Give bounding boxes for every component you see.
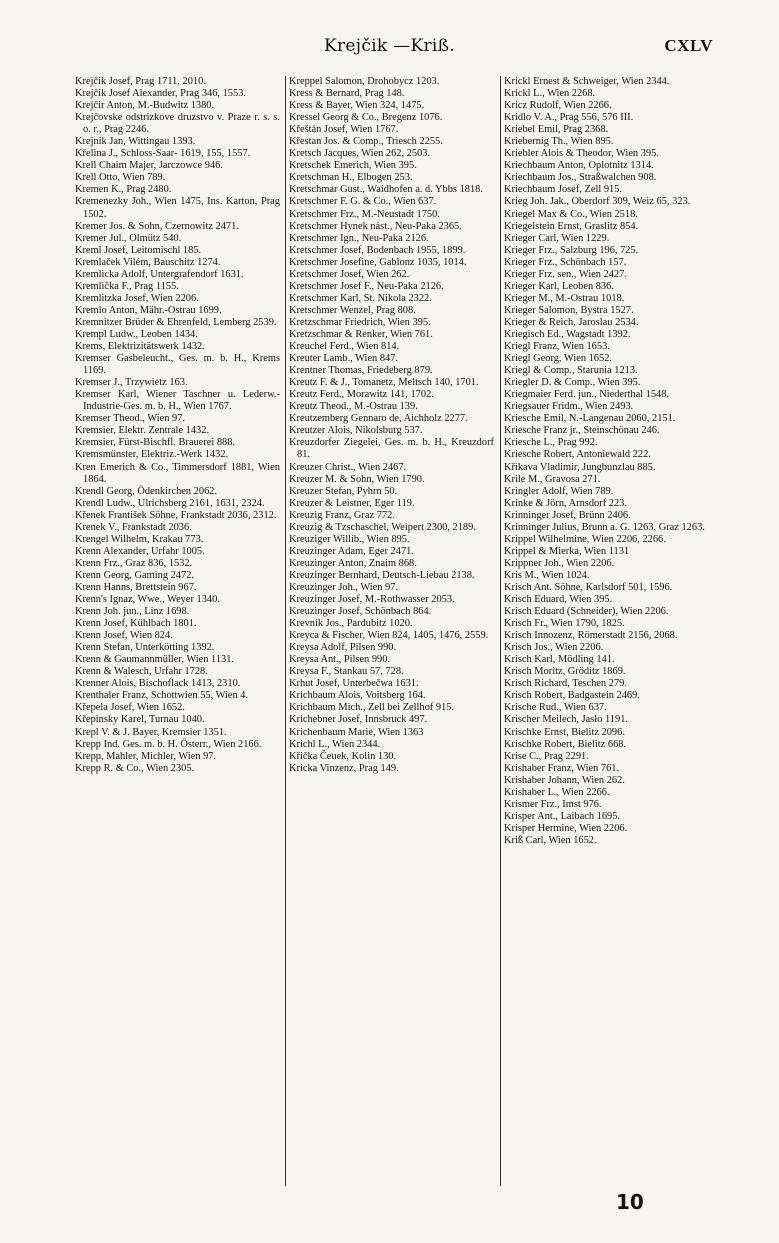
directory-entry: Krische Rud., Wien 637. <box>504 702 607 714</box>
directory-entry: Krentner Thomas, Friedeberg 879. <box>289 365 433 377</box>
directory-entry: Krenn & Gaumannmüller, Wien 1131. <box>75 654 235 666</box>
directory-entry: Krell Chaim Majer, Jarczowce 946. <box>75 160 223 172</box>
directory-entry: Kretzschmar & Renker, Wien 761. <box>289 328 433 340</box>
directory-entry: Kreuchel Ferd., Wien 814. <box>289 341 400 353</box>
directory-entry: Krieger Carl, Wien 1229. <box>504 232 610 244</box>
directory-entry: Kreutz F. & J., Tomanetz, Meltsch 140, 1701. <box>289 377 479 389</box>
directory-entry: Křenek František Söhne, Frankstadt 2036, 2312. <box>75 509 277 521</box>
directory-entry: Kricka Vinzenz, Prag 149. <box>289 762 399 774</box>
directory-entry: Kretschmer Josef, Wien 262. <box>289 268 410 280</box>
directory-entry: Kriechbaum Josef, Zell 915. <box>504 184 623 196</box>
directory-entry: Kriebernig Th., Wien 895. <box>504 136 614 148</box>
directory-entry: Kress & Bayer, Wien 324, 1475. <box>289 100 425 112</box>
directory-entry: Krevnik Jos., Pardubitz 1020. <box>289 618 413 630</box>
directory-entry: Kreuzinger Josef, M.-Rothwasser 2053. <box>289 594 455 606</box>
directory-entry: Krichebner Josef, Innsbruck 497. <box>289 714 428 726</box>
directory-entry: Kriechbaum Anton, Oplotnitz 1314. <box>504 160 654 172</box>
directory-entry: Krismer Frz., Imst 976. <box>504 798 602 810</box>
directory-entry: Krieg Joh. Jak., Oberdorf 309, Weiz 65, 323. <box>504 196 691 208</box>
directory-entry: Krems, Elektrizitätswerk 1432. <box>75 341 205 353</box>
directory-entry: Kretzschmar Friedrich, Wien 395. <box>289 316 431 328</box>
directory-entry: Kremsmünster, Elektriz.-Werk 1432. <box>75 449 229 461</box>
directory-entry: Kress & Bernard, Prag 148. <box>289 88 405 100</box>
directory-entry: Křeštán Josef, Wien 1767. <box>289 124 399 136</box>
directory-entry: Krisch Moritz, Gröditz 1869. <box>504 666 626 678</box>
directory-entry: Krisper Ant., Laibach 1695. <box>504 810 621 822</box>
directory-entry: Krichbaum Mich., Zell bei Zellhof 915. <box>289 702 455 714</box>
directory-entry: Krenn Josef, Kühlbach 1801. <box>75 618 197 630</box>
directory-entry: Kremsier, Elektr. Zentrale 1432. <box>75 425 210 437</box>
directory-entry: Krisch Richard, Teschen 279. <box>504 678 627 690</box>
directory-entry: Krippel & Mierka, Wien 1131 <box>504 545 630 557</box>
directory-entry: Krepp R. & Co., Wien 2305. <box>75 762 195 774</box>
directory-entry: Kremlo Anton, Mähr.-Ostrau 1699. <box>75 304 222 316</box>
page-header <box>0 34 779 58</box>
directory-entry: Křestan Jos. & Comp., Triesch 2255. <box>289 136 443 148</box>
directory-entry: Kretschek Emerich, Wien 395. <box>289 160 417 172</box>
directory-entry: Krenn Stefan, Unterkötting 1392. <box>75 642 215 654</box>
directory-entry: Krenn Frz., Graz 836, 1532. <box>75 557 193 569</box>
directory-entry: Kreuzinger Josef, Schönbach 864. <box>289 606 432 618</box>
directory-entry: Kretschmer Josefine, Gablonz 1035, 1014. <box>289 256 467 268</box>
directory-entry: Krinninger Josef, Brünn 2406. <box>504 509 631 521</box>
directory-entry: Krepp Ind. Ges. m. b. H. Österr., Wien 2166. <box>75 738 262 750</box>
directory-entry: Krejčik Josef, Prag 1711, 2010. <box>75 76 206 87</box>
directory-entry: Kreuzig Franz, Graz 772. <box>289 509 395 521</box>
directory-entry: Kriegler D. & Comp., Wien 395. <box>504 377 641 389</box>
directory-entry: Krischer Meilech, Jasło 1191. <box>504 714 628 726</box>
directory-entry: Krishaber Franz, Wien 761. <box>504 762 620 774</box>
directory-entry: Krieger Salomon, Bystra 1527. <box>504 304 634 316</box>
directory-entry: Kremenezky Joh., Wien 1475, Ins. Karton, Prag 1502. <box>75 196 280 220</box>
directory-entry: Kremlaček Vilém, Bauschitz 1274. <box>75 256 221 268</box>
directory-entry: Kreysa F., Stankau 57, 728. <box>289 666 404 678</box>
directory-entry: Kreutzer Alois, Nikolsburg 537. <box>289 425 423 437</box>
directory-entry: Kris M., Wien 1024. <box>504 569 590 581</box>
directory-entry: Kriesche L., Prag 992. <box>504 437 598 449</box>
directory-entry: Kriebel Emil, Prag 2368. <box>504 124 609 136</box>
directory-entry: Krenn's Ignaz, Wwe., Weyer 1340. <box>75 594 220 606</box>
directory-entry: Krejčir Anton, M.-Budwitz 1380. <box>75 100 215 112</box>
directory-entry: Kringler Adolf, Wien 789. <box>504 485 614 497</box>
directory-entry: Kremsier, Fürst-Bischfl. Brauerei 888. <box>75 437 236 449</box>
directory-entry: Kreuziger Willib., Wien 895. <box>289 533 410 545</box>
directory-entry: Kriechbaum Jos., Straßwalchen 908. <box>504 172 657 184</box>
directory-entry: Kreuzinger Anton, Znaim 868. <box>289 557 417 569</box>
directory-entry: Krenn Georg, Gaming 2472. <box>75 569 194 581</box>
directory-entry: Kreutz Ferd., Morawitz 141, 1702. <box>289 389 434 401</box>
directory-entry: Krejčik Josef Alexander, Prag 346, 1553. <box>75 88 246 100</box>
directory-entry: Krisch Karl, Mödling 141. <box>504 654 615 666</box>
directory-entry: Krisper Hermine, Wien 2206. <box>504 822 628 834</box>
directory-entry: Krisch Jos., Wien 2206. <box>504 642 604 654</box>
directory-entry: Kretschmer F. G. & Co., Wien 637. <box>289 196 437 208</box>
directory-entry: Kremlička F., Prag 1155. <box>75 280 179 292</box>
directory-entry: Kremser Gasbeleucht., Ges. m. b. H., Krems 1169. <box>75 353 280 377</box>
directory-entry: Kremser Theod., Wien 97. <box>75 413 186 425</box>
directory-entry: Krendl Georg, Ödenkirchen 2062. <box>75 485 218 497</box>
directory-entry: Krippner Joh., Wien 2206. <box>504 557 615 569</box>
directory-entry: Krichl L., Wien 2344. <box>289 738 381 750</box>
directory-entry: Kremer Jos. & Sohn, Czernowitz 2471. <box>75 220 239 232</box>
directory-entry: Kriegl Franz, Wien 1653. <box>504 341 610 353</box>
directory-entry: Kremnitzer Brüder & Ehrenfeld, Lemberg 2539. <box>75 316 277 328</box>
directory-entry: Krejnik Jan, Wittingau 1393. <box>75 136 196 148</box>
page-number: CXLV <box>664 36 713 55</box>
directory-entry: Kretsch Jacques, Wien 262, 2503. <box>289 148 431 160</box>
directory-entry: Krepl V. & J. Bayer, Kremsier 1351. <box>75 726 227 738</box>
directory-entry: Krichbaum Alois, Voitsberg 164. <box>289 690 426 702</box>
directory-entry: Křička Čeuek, Kolin 130. <box>289 750 397 762</box>
directory-entry: Krieger Frz. sen., Wien 2427. <box>504 268 627 280</box>
directory-entry: Kriesche Emil, N.-Langenau 2060, 2151. <box>504 413 676 425</box>
directory-entry: Kretschmer Wenzel, Prag 808. <box>289 304 416 316</box>
directory-entry: Krenthaler Franz, Schottwien 55, Wien 4. <box>75 690 249 702</box>
directory-entry: Krieger Karl, Leoben 836. <box>504 280 614 292</box>
directory-entry: Krischke Robert, Bielitz 668. <box>504 738 627 750</box>
directory-entry: Kriegelstein Ernst, Graslitz 854. <box>504 220 639 232</box>
directory-entry: Krise C., Prag 2291. <box>504 750 589 762</box>
directory-entry: Kremlicka Adolf, Untergrafendorf 1631. <box>75 268 244 280</box>
directory-entry: Krenn & Walesch, Urfahr 1728. <box>75 666 208 678</box>
directory-entry: Krenn Joh. jun., Linz 1698. <box>75 606 190 618</box>
directory-entry: Kreutz Theod., M.-Ostrau 139. <box>289 401 418 413</box>
directory-entry: Kriß Carl, Wien 1652. <box>504 834 597 846</box>
directory-entry: Kreuzinger Bernhard, Deutsch-Liebau 2138. <box>289 569 475 581</box>
directory-entry: Krinninger Julius, Brunn a. G. 1263, Graz 1263. <box>504 521 705 533</box>
directory-entry: Kretschmer Ign., Neu-Paka 2126. <box>289 232 429 244</box>
page-title: Krejčik —Kriß. <box>323 36 456 56</box>
directory-entry: Kriegel Max & Co., Wien 2518. <box>504 208 638 220</box>
directory-entry: Krickl Ernest & Schweiger, Wien 2344. <box>504 76 670 87</box>
directory-entry: Krieger & Reich, Jaroslau 2534. <box>504 316 639 328</box>
directory-entry: Kreuzig & Tzschaschel, Weipert 2300, 2189. <box>289 521 476 533</box>
directory-entry: Křepela Josef, Wien 1652. <box>75 702 185 714</box>
directory-entry: Kreml Josef, Leitomischl 185. <box>75 244 202 256</box>
directory-entry: Kretschmer Frz., M.-Neustadt 1750. <box>289 208 440 220</box>
directory-entry: Krickl L., Wien 2268. <box>504 88 596 100</box>
directory-entry: Krisch Ant. Söhne, Karlsdorf 501, 1596. <box>504 581 673 593</box>
directory-entry: Kreuzdorfer Ziegelei, Ges. m. b. H., Kreuzdorf 81. <box>289 437 494 461</box>
directory-entry: Kreuzinger Joh., Wien 97. <box>289 581 399 593</box>
directory-entry: Kreuzer Christ., Wien 2467. <box>289 461 407 473</box>
directory-columns <box>72 76 712 1186</box>
directory-entry: Krischke Ernst, Bielitz 2096. <box>504 726 625 738</box>
directory-entry: Kretschmer Josef, Bodenbach 1955, 1899. <box>289 244 466 256</box>
directory-entry: Kremser J., Trzywietz 163. <box>75 377 188 389</box>
directory-entry: Krenek V., Frankstadt 2036. <box>75 521 192 533</box>
directory-entry: Krinke & Jörn, Arnsdorf 223. <box>504 497 627 509</box>
directory-entry: Kreysa Adolf, Pilsen 990. <box>289 642 397 654</box>
directory-entry: Krile M., Gravosa 271. <box>504 473 601 485</box>
directory-entry: Kriesche Franz jr., Steinschönau 246. <box>504 425 660 437</box>
directory-entry: Krisch Eduard (Schneider), Wien 2206. <box>504 606 669 618</box>
directory-entry: Krippel Wilhelmine, Wien 2206, 2266. <box>504 533 666 545</box>
directory-entry: Krishaber L., Wien 2266. <box>504 786 610 798</box>
directory-entry: Kriesche Robert, Antoniewald 222. <box>504 449 651 461</box>
signature-mark: 10 <box>616 1190 644 1214</box>
directory-entry: Kreuzinger Adam, Eger 2471. <box>289 545 414 557</box>
directory-entry: Kretschmer Karl, St. Nikola 2322. <box>289 292 432 304</box>
directory-entry: Kreppel Salomon, Drohobycz 1203. <box>289 76 440 87</box>
column-right <box>504 76 709 1186</box>
directory-entry: Kretschmar Gust., Waidhofen a. d. Ybbs 1818. <box>289 184 483 196</box>
directory-entry: Krenner Alois, Bischoflack 1413, 2310. <box>75 678 241 690</box>
directory-entry: Krisch Innozenz, Römerstadt 2156, 2068. <box>504 630 678 642</box>
directory-entry: Kriebler Alois & Theodor, Wien 395. <box>504 148 659 160</box>
directory-entry: Krieger M., M.-Ostrau 1018. <box>504 292 625 304</box>
directory-entry: Krendl Ludw., Ulrichsberg 2161, 1631, 2324. <box>75 497 265 509</box>
directory-entry: Kreuter Lamb., Wien 847. <box>289 353 399 365</box>
directory-entry: Krejčovske odstrizkove druzstvo v. Praze r. s. s. o. r., Prag 2246. <box>75 112 280 136</box>
directory-entry: Kren Emerich & Co., Timmersdorf 1881, Wien 1864. <box>75 461 280 485</box>
directory-entry: Krepp, Mahler, Michler, Wien 97. <box>75 750 217 762</box>
directory-entry: Kreuzer Stefan, Pyhrn 50. <box>289 485 398 497</box>
column-left <box>75 76 280 1186</box>
column-divider <box>285 76 286 1186</box>
directory-entry: Kretschmer Hynek nást., Neu-Paka 2365. <box>289 220 462 232</box>
directory-entry: Křikava Vladimir, Jungbunzlau 885. <box>504 461 656 473</box>
directory-entry: Krishaber Johann, Wien 262. <box>504 774 625 786</box>
directory-entry: Kreuzer & Leistner, Eger 119. <box>289 497 415 509</box>
directory-entry: Krieger Frz., Salzburg 196, 725. <box>504 244 639 256</box>
directory-entry: Krempl Ludw., Leoben 1434. <box>75 328 198 340</box>
directory-entry: Krenn Hanns, Brettstein 967. <box>75 581 197 593</box>
directory-entry: Krenn Alexander, Urfahr 1005. <box>75 545 205 557</box>
directory-entry: Kretschman H., Elbogen 253. <box>289 172 413 184</box>
directory-entry: Kretschmer Josef F., Neu-Paka 2126. <box>289 280 444 292</box>
directory-entry: Krisch Fr., Wien 1790, 1825. <box>504 618 625 630</box>
directory-entry: Kreutzemberg Gennaro de, Aichholz 2277. <box>289 413 468 425</box>
directory-entry: Krieger Frz., Schönbach 157. <box>504 256 627 268</box>
directory-entry: Kremlitzka Josef, Wien 2206. <box>75 292 199 304</box>
directory-entry: Krell Otto, Wien 789. <box>75 172 166 184</box>
directory-entry: Kressel Georg & Co., Bregenz 1076. <box>289 112 443 124</box>
directory-entry: Krisch Eduard, Wien 395. <box>504 594 613 606</box>
directory-entry: Krhut Josef, Unterbečwa 1631. <box>289 678 419 690</box>
directory-entry: Krisch Robert, Badgastein 2469. <box>504 690 640 702</box>
directory-entry: Kricz Rudolf, Wien 2266. <box>504 100 612 112</box>
directory-entry: Křelina J., Schloss-Saar- 1619, 155, 1557. <box>75 148 251 160</box>
directory-entry: Kreuzer M. & Sohn, Wien 1790. <box>289 473 425 485</box>
directory-entry: Kriegl Georg, Wien 1652. <box>504 353 612 365</box>
directory-entry: Kremer Jul., Olmütz 540. <box>75 232 182 244</box>
directory-entry: Kreysa Ant., Pilsen 990. <box>289 654 391 666</box>
directory-entry: Kriegl & Comp., Starunia 1213. <box>504 365 638 377</box>
directory-entry: Kreyca & Fischer, Wien 824, 1405, 1476, 2559. <box>289 630 489 642</box>
directory-entry: Krengel Wilhelm, Krakau 773. <box>75 533 204 545</box>
directory-entry: Kridlo V. A., Prag 556, 576 III. <box>504 112 634 124</box>
column-middle <box>289 76 494 1186</box>
directory-entry: Kriegsauer Fridm., Wien 2493. <box>504 401 634 413</box>
directory-entry: Kremen K., Prag 2480. <box>75 184 172 196</box>
directory-entry: Křepinsky Karel, Turnau 1040. <box>75 714 205 726</box>
directory-entry: Kriegmaier Ferd. jun., Niederthal 1548. <box>504 389 670 401</box>
directory-entry: Krichenbaum Marie, Wien 1363 <box>289 726 424 738</box>
directory-entry: Krenn Josef, Wien 824. <box>75 630 173 642</box>
directory-entry: Kriegisch Ed., Wagstadt 1392. <box>504 328 631 340</box>
directory-entry: Kremser Karl, Wiener Taschner u. Lederw.-Industrie-Ges. m. b. H., Wien 1767. <box>75 389 280 413</box>
column-divider <box>500 76 501 1186</box>
